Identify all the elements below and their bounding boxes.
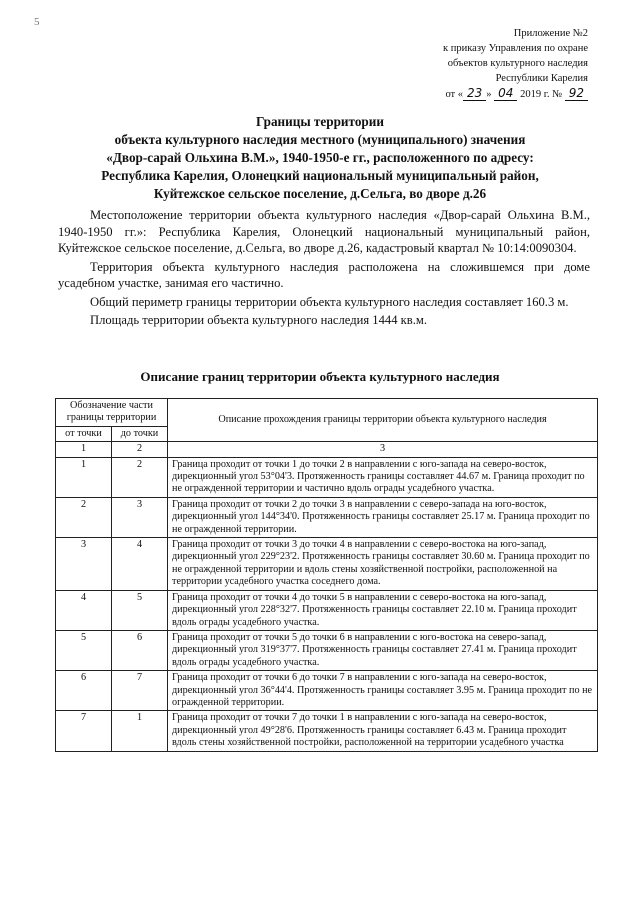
col-num-2: 2 xyxy=(112,442,168,457)
section-title: Описание границ территории объекта культурного наследия xyxy=(140,369,500,384)
table-row xyxy=(56,497,598,537)
paragraph-area: Площадь территории объекта культурного наследия 1444 кв.м. xyxy=(90,313,427,327)
cell-to: 1 xyxy=(112,711,168,751)
boundary-table xyxy=(55,398,598,752)
appendix-line-2: к приказу Управления по охране xyxy=(443,43,588,54)
title-line-4: Республика Карелия, Олонецкий национальный муниципальный район, xyxy=(101,168,539,183)
head-from: от точки xyxy=(56,426,112,441)
table-row xyxy=(56,711,598,751)
page-mark: 5 xyxy=(34,16,40,28)
document-body xyxy=(58,207,590,331)
table-numbering-row xyxy=(56,442,598,457)
appendix-block xyxy=(328,26,588,102)
col-num-1: 1 xyxy=(56,442,112,457)
cell-to: 5 xyxy=(112,590,168,630)
cell-desc: Граница проходит от точки 3 до точки 4 в направлении с северо-востока на юго-запад, дирекционный угол 229°23'2. Протяженность границы составляет 30.60 м. Граница проходит по не огражденной территории и вдоль стены хозяйственной постройки, расположенной на территории усадебного участка соседнего дома. xyxy=(168,538,598,591)
appendix-date-line xyxy=(328,86,588,102)
table-row xyxy=(56,538,598,591)
appendix-line-1: Приложение №2 xyxy=(513,28,588,39)
date-month: 04 xyxy=(494,86,517,101)
cell-desc: Граница проходит от точки 2 до точки 3 в направлении с северо-запада на юго-восток, дирекционный угол 144°34'0. Протяженность границы составляет 25.17 м. Граница проходит по не огражденной территории. xyxy=(168,497,598,537)
paragraph-perimeter: Общий периметр границы территории объекта культурного наследия составляет 160.3 м. xyxy=(90,294,569,309)
cell-desc: Граница проходит от точки 1 до точки 2 в направлении с юго-запада на северо-восток, дирекционный угол 53°04'3. Протяженность границы составляет 44.67 м. Граница проходит по не огражденной территории и частично вдоль ограды усадебного участка. xyxy=(168,457,598,497)
head-desc: Описание прохождения границы территории объекта культурного наследия xyxy=(168,399,598,442)
cell-desc: Граница проходит от точки 6 до точки 7 в направлении с юго-запада на северо-восток, дирекционный угол 36°44'4. Протяженность границы составляет 3.95 м. Граница проходит по не огражденной территории. xyxy=(168,671,598,711)
paragraph-location: Местоположение территории объекта культурного наследия «Двор-сарай Ольхина В.М., 1940-1950 гг.»: Республика Карелия, Олонецкий национальный муниципальный район, Куйтежское сельское поселение, д.Сельга, во дворе д.26, кадастровый квартал № 10:14:0090304. xyxy=(58,208,590,255)
cell-from: 1 xyxy=(56,457,112,497)
head-to: до точки xyxy=(112,426,168,441)
cell-from: 5 xyxy=(56,630,112,670)
table-row xyxy=(56,457,598,497)
title-line-3: «Двор-сарай Ольхина В.М.», 1940-1950-е гг., расположенного по адресу: xyxy=(106,150,534,165)
cell-from: 3 xyxy=(56,538,112,591)
col-num-3: 3 xyxy=(168,442,598,457)
table-head-row xyxy=(56,399,598,427)
cell-from: 4 xyxy=(56,590,112,630)
date-mid: » xyxy=(486,89,492,100)
date-year: 2019 г. № xyxy=(520,89,563,100)
table-row xyxy=(56,630,598,670)
table-row xyxy=(56,590,598,630)
title-line-1: Границы территории xyxy=(256,114,384,129)
cell-from: 7 xyxy=(56,711,112,751)
cell-desc: Граница проходит от точки 7 до точки 1 в направлении с юго-запада на северо-восток, дирекционный угол 49°28'6. Протяженность границы составляет 6.43 м. Граница проходит вдоль стены хозяйственной постройки, расположенной на территории усадебного участка xyxy=(168,711,598,751)
appendix-line-3: объектов культурного наследия xyxy=(447,58,588,69)
date-prefix: от « xyxy=(445,89,464,100)
paragraph-territory: Территория объекта культурного наследия расположена на сложившемся при доме усадебном участке, занимая его частично. xyxy=(58,259,590,290)
cell-to: 6 xyxy=(112,630,168,670)
cell-desc: Граница проходит от точки 4 до точки 5 в направлении с северо-востока на юго-запад, дирекционный угол 228°32'7. Протяженность границы составляет 22.10 м. Граница проходит вдоль ограды усадебного участка. xyxy=(168,590,598,630)
cell-to: 2 xyxy=(112,457,168,497)
cell-to: 7 xyxy=(112,671,168,711)
cell-to: 3 xyxy=(112,497,168,537)
table-row xyxy=(56,671,598,711)
cell-from: 6 xyxy=(56,671,112,711)
cell-from: 2 xyxy=(56,497,112,537)
title-line-5: Куйтежское сельское поселение, д.Сельга, во дворе д.26 xyxy=(153,186,487,201)
title-line-2: объекта культурного наследия местного (муниципального) значения xyxy=(114,132,526,147)
order-number: 92 xyxy=(565,86,588,101)
cell-desc: Граница проходит от точки 5 до точки 6 в направлении с юго-востока на северо-запад, дирекционный угол 319°37'7. Протяженность границы составляет 27.41 м. Граница проходит вдоль ограды усадебного участка. xyxy=(168,630,598,670)
head-group: Обозначение части границы территории xyxy=(56,399,168,427)
date-day: 23 xyxy=(463,86,486,101)
appendix-line-4: Республики Карелия xyxy=(495,73,588,84)
document-title xyxy=(60,113,580,203)
cell-to: 4 xyxy=(112,538,168,591)
